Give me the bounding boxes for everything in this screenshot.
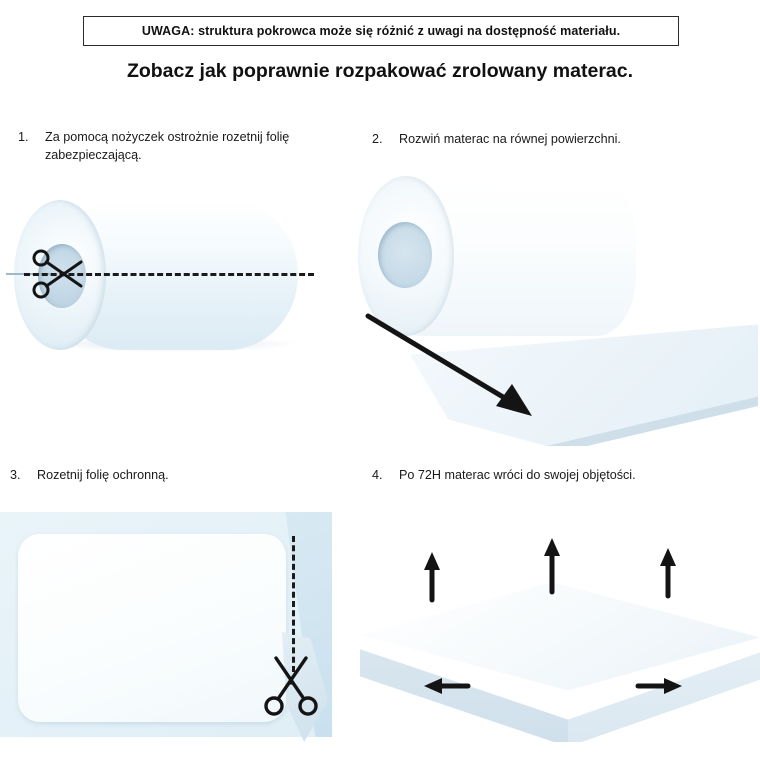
step-1-illustration [6, 186, 336, 366]
step-4-text: Po 72H materac wróci do swojej objętości. [399, 468, 636, 482]
mattress-roll-core-hole [378, 222, 432, 288]
step-3-number: 3. [10, 468, 21, 482]
step-3-text: Rozetnij folię ochronną. [37, 468, 169, 482]
step-2-number: 2. [372, 132, 383, 146]
unroll-direction-arrow-icon [360, 308, 560, 428]
flat-mattress [18, 534, 286, 722]
step-2-text: Rozwiń materac na równej powierzchni. [399, 132, 621, 146]
notice-text: UWAGA: struktura pokrowca może się różnić z uwagi na dostępność materiału. [141, 24, 621, 38]
step-3-caption [10, 466, 330, 484]
step-1-number: 1. [18, 130, 29, 144]
step-1-caption [18, 128, 318, 165]
page-title: Zobacz jak poprawnie rozpakować zrolowany materac. [126, 60, 634, 82]
step-3-illustration [0, 512, 340, 760]
step-4-caption [372, 466, 712, 484]
expansion-arrows-icon [350, 530, 760, 760]
step-4-illustration [350, 530, 760, 760]
step-4-number: 4. [372, 468, 383, 482]
scissors-icon [262, 652, 324, 718]
scissors-icon [32, 248, 86, 300]
step-1-text: Za pomocą nożyczek ostrożnie rozetnij folię zabezpieczającą. [45, 130, 290, 163]
step-2-illustration [350, 168, 760, 436]
step-2-caption [372, 130, 702, 148]
notice-banner [83, 16, 679, 46]
